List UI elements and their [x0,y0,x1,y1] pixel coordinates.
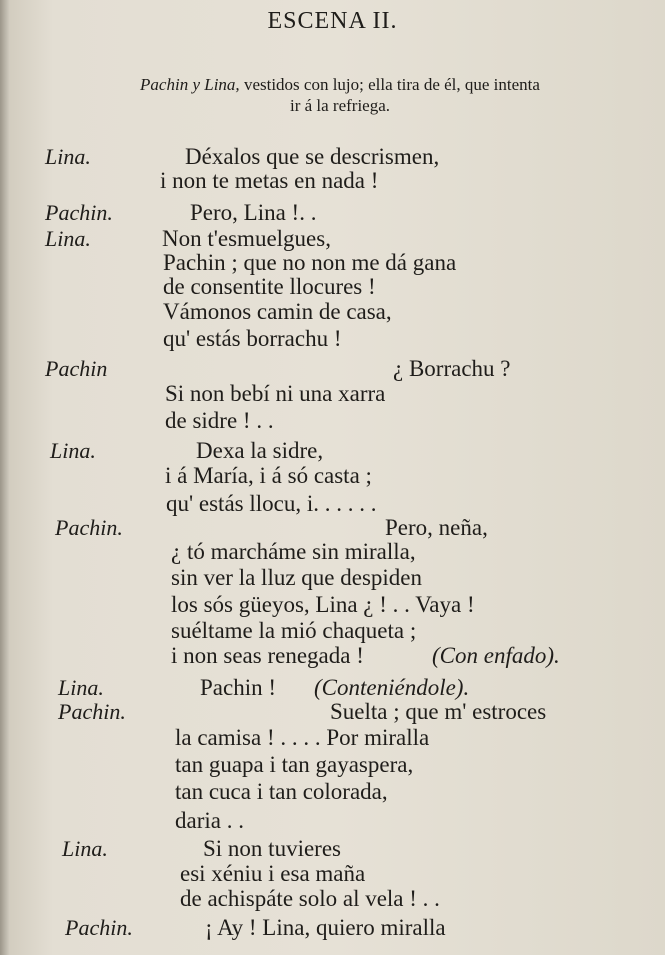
verse-text: tan guapa i tan gayaspera, [175,752,414,777]
verse-line [0,750,665,780]
verse-text: Non t'esmuelgues, [162,226,331,251]
verse-text: Suelta ; que m' estroces [330,699,547,724]
verse-text: Si non bebí ni una xarra [165,381,386,406]
speaker-name: Lina. [62,836,108,861]
stage-direction [40,74,640,116]
verse-text: la camisa ! . . . . Por miralla [175,725,430,750]
verse-text: Vámonos camin de casa, [163,299,392,324]
verse-text: Pachin ; que no non me dá gana [163,250,457,275]
verse-text: daria . . [175,808,244,833]
verse-line [0,884,665,914]
speaker-name: Pachin. [58,699,126,724]
speaker-name: Pachin. [65,915,133,940]
verse-line [0,166,665,196]
verse-text: los sós güeyos, Lina ¿ ! . . Vaya ! [171,592,475,617]
verse-line [0,324,665,354]
verse-line [0,461,665,491]
verse-line [0,563,665,593]
speaker-name: Pachin [45,356,108,381]
verse-text: de sidre ! . . [165,408,274,433]
verse-text: qu' estás borrachu ! [163,326,342,351]
speaker-name: Lina. [45,144,91,169]
verse-text: i non seas renegada ! [171,643,364,668]
stage-direction-text: vestidos con lujo; ella tira de él, que intenta [239,75,540,94]
verse-text: ¿ Borrachu ? [393,356,511,381]
speaker-name: Lina. [45,226,91,251]
stage-direction-inline: (Con enfado). [432,643,560,668]
verse-line [0,723,665,753]
verse-text: de consentite llocures ! [163,274,376,299]
verse-line [0,641,665,671]
verse-text: ¿ tó marcháme sin miralla, [171,539,416,564]
verse-text: sin ver la lluz que despiden [171,565,423,590]
verse-text: Pero, neña, [385,515,488,540]
verse-text: qu' estás llocu, i. . . . . . [166,491,377,516]
verse-text: i á María, i á só casta ; [165,463,372,488]
verse-text: suéltame la mió chaqueta ; [171,618,417,643]
verse-line [0,806,665,836]
stage-direction-inline: (Conteniéndole). [314,675,470,700]
verse-text: Si non tuvieres [203,836,341,861]
speaker-name: Lina. [58,675,104,700]
verse-text: Pachin ! [200,675,277,700]
speaker-name: Pachin. [45,200,113,225]
verse-text: Pero, Lina !. . [190,200,317,225]
verse-line [0,406,665,436]
verse-text: Dexa la sidre, [196,438,324,463]
verse-text: i non te metas en nada ! [160,168,379,193]
verse-line [0,913,665,943]
speaker-name: Pachin. [55,515,123,540]
speaker-name: Lina. [50,438,96,463]
verse-line [0,777,665,807]
stage-direction-text-2: ir á la refriega. [289,96,391,115]
verse-text: de achispáte solo al vela ! . . [180,886,440,911]
stage-direction-names: Pachin y Lina, [140,75,240,94]
verse-line [0,297,665,327]
verse-text: tan cuca i tan colorada, [175,779,388,804]
verse-line [0,379,665,409]
scene-title: ESCENA II. [267,8,398,34]
verse-text: ¡ Ay ! Lina, quiero miralla [205,915,446,940]
verse-text: esi xéniu i esa maña [180,861,366,886]
verse-text: Déxalos que se descrismen, [185,144,440,169]
